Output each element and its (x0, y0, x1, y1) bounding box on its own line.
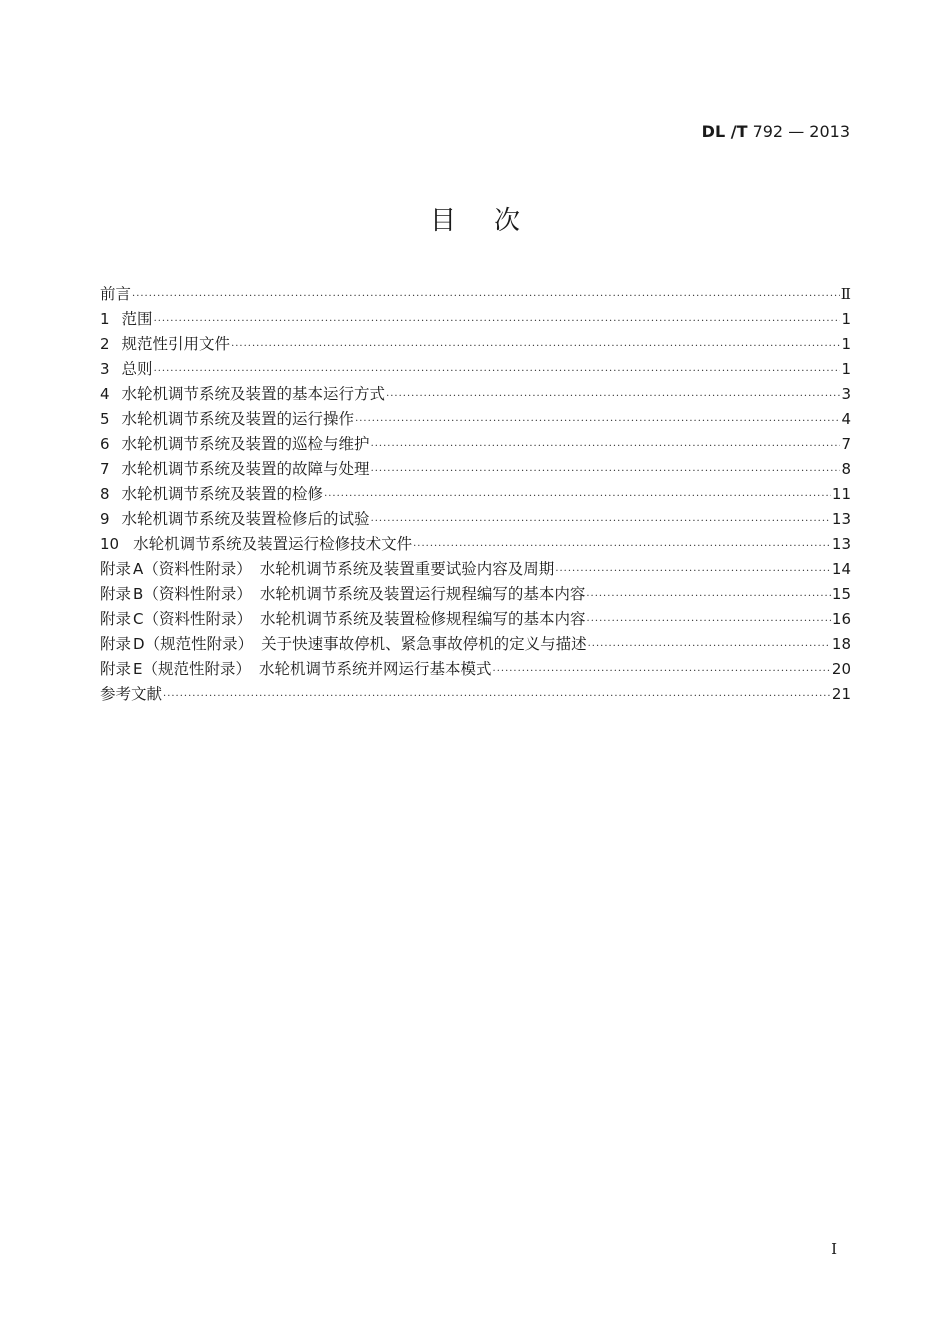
appendix-type: （资料性附录） (143, 560, 252, 578)
toc-entry-title: 参考文献 (100, 685, 163, 703)
toc-page-number: 1 (841, 360, 851, 378)
toc-entry-number: 6 (100, 435, 110, 453)
toc-entry-title: 水轮机调节系统及装置的检修 (121, 485, 324, 503)
toc-entry-number: 2 (100, 335, 110, 353)
toc-page-number: Ⅱ (840, 285, 851, 303)
document-code-prefix: DL /T (701, 122, 748, 141)
toc-entry[interactable] (100, 482, 851, 507)
toc-entry-label (100, 532, 412, 557)
appendix-type: （资料性附录） (143, 585, 252, 603)
toc-appendix-prefix (100, 560, 260, 578)
toc-entry-label (100, 382, 385, 407)
toc-entry-title: 水轮机调节系统及装置的巡检与维护 (121, 435, 370, 453)
toc-dot-leader (355, 409, 840, 434)
toc-dot-leader (555, 559, 831, 584)
appendix-type: （规范性附录） (144, 635, 254, 653)
toc-entry-title: 水轮机调节系统及装置检修后的试验 (121, 510, 370, 528)
toc-entry-label (100, 282, 131, 307)
toc-dot-leader (386, 384, 840, 409)
toc-entry[interactable] (100, 307, 851, 332)
toc-entry-title: 水轮机调节系统及装置的基本运行方式 (121, 385, 386, 403)
toc-dot-leader (154, 309, 841, 334)
document-code (702, 122, 850, 141)
toc-entry-label (100, 657, 492, 682)
toc-entry-title: 总则 (121, 360, 153, 378)
toc-entry-label (100, 482, 323, 507)
toc-page-number: 3 (841, 385, 851, 403)
toc-dot-leader (493, 659, 831, 684)
document-code-number: 792 — 2013 (747, 122, 850, 141)
appendix-type: （资料性附录） (143, 610, 253, 628)
toc-entry-label (100, 582, 585, 607)
toc-page-number: 16 (831, 610, 851, 628)
appendix-letter: C (133, 610, 144, 628)
toc-entry-label (100, 457, 370, 482)
toc-page-number: 1 (841, 310, 851, 328)
table-of-contents (100, 282, 851, 707)
toc-entry-title: 水轮机调节系统及装置的故障与处理 (121, 460, 370, 478)
appendix-word: 附录 (100, 610, 132, 628)
toc-entry-title: 水轮机调节系统及装置运行规程编写的基本内容 (259, 585, 586, 603)
toc-entry[interactable] (100, 557, 851, 582)
toc-entry-title: 关于快速事故停机、紧急事故停机的定义与描述 (261, 635, 587, 653)
toc-entry-label (100, 682, 162, 707)
toc-appendix-prefix (100, 585, 260, 603)
toc-entry[interactable] (100, 332, 851, 357)
toc-entry[interactable] (100, 407, 851, 432)
toc-entry-number: 5 (100, 410, 110, 428)
toc-page-number: 4 (841, 410, 851, 428)
toc-dot-leader (154, 359, 841, 384)
toc-dot-leader (586, 584, 831, 609)
toc-page-number: 20 (831, 660, 851, 678)
toc-page-number: 18 (831, 635, 851, 653)
toc-entry-title: 规范性引用文件 (121, 335, 231, 353)
toc-dot-leader (413, 534, 831, 559)
toc-entry-number: 10 (100, 535, 120, 553)
toc-entry[interactable] (100, 457, 851, 482)
appendix-letter: E (133, 660, 143, 678)
appendix-letter: B (133, 585, 144, 603)
toc-entry-title: 水轮机调节系统及装置运行检修技术文件 (133, 535, 413, 553)
toc-entry[interactable] (100, 682, 851, 707)
toc-entry-number: 3 (100, 360, 110, 378)
toc-page-number: 14 (831, 560, 851, 578)
page-number: I (831, 1240, 837, 1258)
toc-entry[interactable] (100, 607, 851, 632)
toc-entry-title: 水轮机调节系统及装置重要试验内容及周期 (259, 560, 555, 578)
toc-entry[interactable] (100, 282, 851, 307)
toc-page-number: 1 (841, 335, 851, 353)
toc-dot-leader (231, 334, 840, 359)
page-title: 目次 (429, 206, 558, 236)
toc-entry-title: 水轮机调节系统及装置检修规程编写的基本内容 (260, 610, 586, 628)
toc-page-number: 13 (831, 510, 851, 528)
toc-entry[interactable] (100, 432, 851, 457)
toc-page-number: 7 (841, 435, 851, 453)
toc-entry[interactable] (100, 632, 851, 657)
toc-entry[interactable] (100, 532, 851, 557)
toc-page-number: 8 (841, 460, 851, 478)
appendix-word: 附录 (100, 660, 132, 678)
toc-page-number: 13 (831, 535, 851, 553)
toc-entry-label (100, 507, 370, 532)
toc-appendix-prefix (100, 610, 260, 628)
toc-dot-leader (163, 684, 831, 709)
appendix-letter: D (133, 635, 145, 653)
toc-entry[interactable] (100, 582, 851, 607)
toc-entry-label (100, 557, 554, 582)
toc-entry-title: 水轮机调节系统并网运行基本模式 (259, 660, 492, 678)
toc-entry-label (100, 607, 586, 632)
toc-page-number: 11 (831, 485, 851, 503)
appendix-word: 附录 (100, 635, 132, 653)
toc-entry-label (100, 407, 354, 432)
toc-dot-leader (587, 609, 831, 634)
appendix-letter: A (133, 560, 144, 578)
appendix-word: 附录 (100, 560, 132, 578)
toc-entry[interactable] (100, 507, 851, 532)
toc-entry-number: 9 (100, 510, 110, 528)
toc-entry-number: 4 (100, 385, 110, 403)
toc-dot-leader (588, 634, 831, 659)
toc-dot-leader (371, 434, 841, 459)
toc-entry-number: 1 (100, 310, 110, 328)
toc-dot-leader (324, 484, 831, 509)
toc-entry[interactable] (100, 382, 851, 407)
toc-entry-number: 8 (100, 485, 110, 503)
toc-entry-label (100, 432, 370, 457)
toc-entry-title: 水轮机调节系统及装置的运行操作 (121, 410, 355, 428)
toc-entry-title: 范围 (121, 310, 153, 328)
toc-appendix-prefix (100, 635, 261, 653)
toc-appendix-prefix (100, 660, 259, 678)
toc-dot-leader (371, 459, 841, 484)
appendix-word: 附录 (100, 585, 132, 603)
toc-page-number: 21 (831, 685, 851, 703)
toc-dot-leader (371, 509, 831, 534)
appendix-type: （规范性附录） (142, 660, 252, 678)
toc-entry[interactable] (100, 357, 851, 382)
toc-entry-title: 前言 (100, 285, 132, 303)
toc-entry-label (100, 332, 230, 357)
toc-page-number: 15 (831, 585, 851, 603)
toc-entry-number: 7 (100, 460, 110, 478)
toc-entry[interactable] (100, 657, 851, 682)
toc-dot-leader (132, 284, 840, 309)
toc-entry-label (100, 632, 587, 657)
toc-entry-label (100, 307, 153, 332)
toc-entry-label (100, 357, 153, 382)
